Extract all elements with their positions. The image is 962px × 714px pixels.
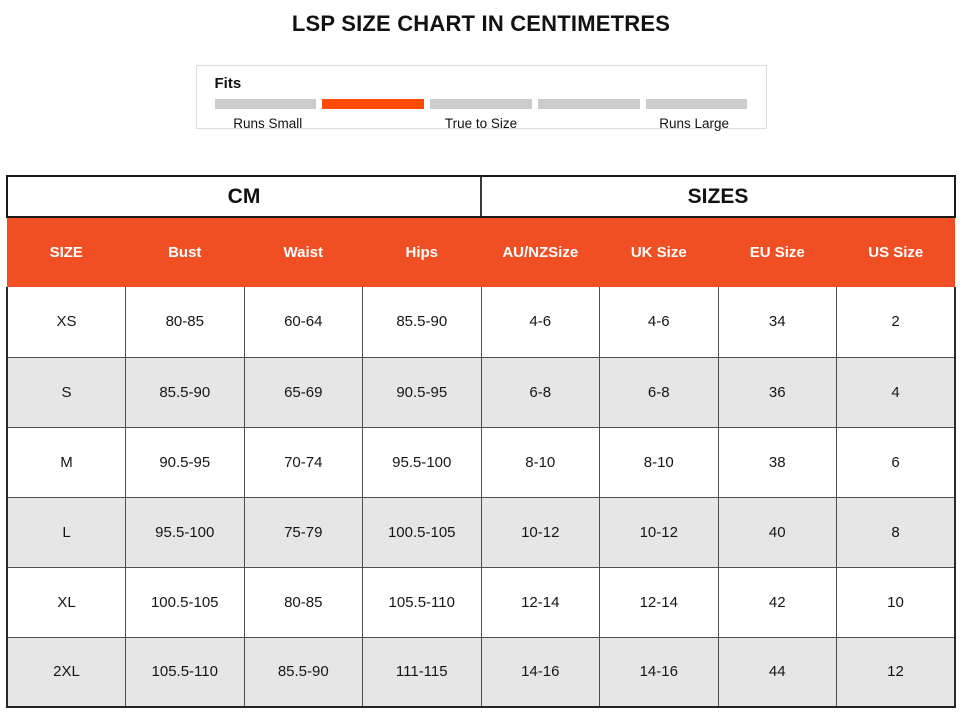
fit-scale-label: Runs Small (233, 116, 303, 131)
fit-scale-label: True to Size (444, 116, 518, 131)
table-cell: 6 (837, 427, 956, 497)
fit-indicator-label: Fits (214, 75, 242, 92)
table-cell: 60-64 (244, 287, 363, 357)
table-cell: 100.5-105 (363, 497, 482, 567)
table-cell: 36 (718, 357, 837, 427)
size-label-cell: L (7, 497, 126, 567)
column-header-bust: Bust (126, 217, 245, 287)
table-cell: 111-115 (363, 637, 482, 707)
table-cell: 85.5-90 (244, 637, 363, 707)
group-header-row (7, 176, 955, 217)
group-header-cm: CM (7, 176, 481, 217)
table-cell: 6-8 (600, 357, 719, 427)
size-label-cell: M (7, 427, 126, 497)
table-cell: 12-14 (600, 567, 719, 637)
page-title: LSP SIZE CHART IN CENTIMETRES (291, 11, 671, 36)
table-cell: 90.5-95 (126, 427, 245, 497)
table-cell: 10-12 (481, 497, 600, 567)
group-header-sizes: SIZES (481, 176, 955, 217)
size-label-cell: XL (7, 567, 126, 637)
table-cell: 4-6 (481, 287, 600, 357)
table-cell: 14-16 (600, 637, 719, 707)
fit-scale-labels (215, 116, 748, 131)
table-cell: 44 (718, 637, 837, 707)
table-cell: 10 (837, 567, 956, 637)
size-label-cell: XS (7, 287, 126, 357)
table-cell: 4-6 (600, 287, 719, 357)
table-cell: 42 (718, 567, 837, 637)
column-header-uk-size: UK Size (600, 217, 719, 287)
size-chart-table (6, 175, 956, 708)
column-header-row (7, 217, 955, 287)
table-cell: 12-14 (481, 567, 600, 637)
fit-scale-segment (430, 99, 532, 109)
table-cell: 38 (718, 427, 837, 497)
table-cell: 8-10 (600, 427, 719, 497)
column-header-size: SIZE (7, 217, 126, 287)
table-cell: 85.5-90 (363, 287, 482, 357)
fit-scale-label: Runs Large (659, 116, 730, 131)
size-label-cell: 2XL (7, 637, 126, 707)
table-cell: 2 (837, 287, 956, 357)
fit-scale-segment (538, 99, 640, 109)
table-row-l (7, 497, 955, 567)
table-row-m (7, 427, 955, 497)
table-row-xl (7, 567, 955, 637)
column-header-eu-size: EU Size (718, 217, 837, 287)
table-cell: 4 (837, 357, 956, 427)
table-cell: 85.5-90 (126, 357, 245, 427)
table-row-xs (7, 287, 955, 357)
size-label-cell: S (7, 357, 126, 427)
table-cell: 105.5-110 (363, 567, 482, 637)
fit-scale (215, 99, 748, 109)
fit-scale-segment (215, 99, 317, 109)
column-header-au-nzsize: AU/NZSize (481, 217, 600, 287)
column-header-hips: Hips (363, 217, 482, 287)
fit-scale-label-spacer (534, 116, 641, 131)
table-cell: 70-74 (244, 427, 363, 497)
table-cell: 65-69 (244, 357, 363, 427)
table-cell: 100.5-105 (126, 567, 245, 637)
table-cell: 75-79 (244, 497, 363, 567)
table-cell: 80-85 (126, 287, 245, 357)
fit-scale-segment (646, 99, 748, 109)
table-cell: 105.5-110 (126, 637, 245, 707)
table-row-s (7, 357, 955, 427)
fit-scale-segment-selected (322, 99, 424, 109)
table-cell: 34 (718, 287, 837, 357)
table-cell: 12 (837, 637, 956, 707)
table-cell: 14-16 (481, 637, 600, 707)
fit-indicator (196, 65, 767, 129)
table-cell: 95.5-100 (126, 497, 245, 567)
table-cell: 95.5-100 (363, 427, 482, 497)
table-cell: 8-10 (481, 427, 600, 497)
table-row-2xl (7, 637, 955, 707)
table-cell: 80-85 (244, 567, 363, 637)
column-header-waist: Waist (244, 217, 363, 287)
table-cell: 6-8 (481, 357, 600, 427)
fit-scale-label-spacer (321, 116, 428, 131)
column-header-us-size: US Size (837, 217, 956, 287)
table-cell: 90.5-95 (363, 357, 482, 427)
table-cell: 10-12 (600, 497, 719, 567)
table-cell: 40 (718, 497, 837, 567)
table-cell: 8 (837, 497, 956, 567)
